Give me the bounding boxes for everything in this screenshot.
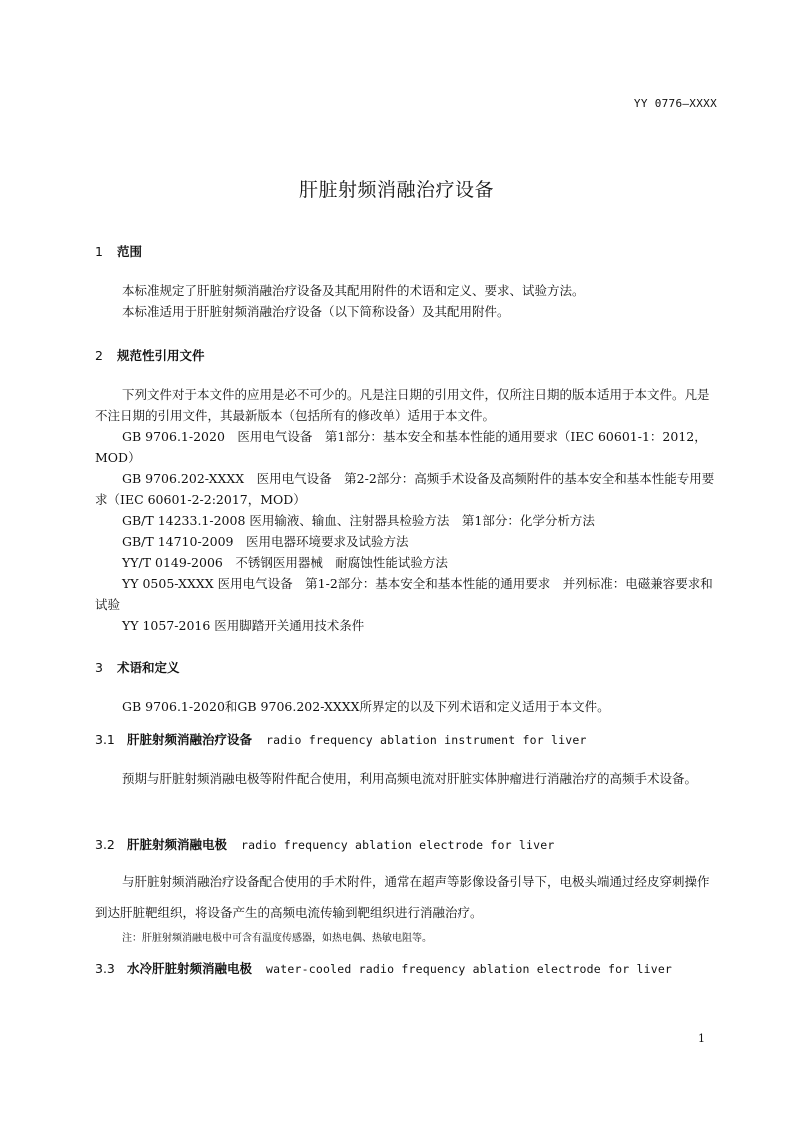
term-chinese: 肝脏射频消融治疗设备 [127, 732, 253, 747]
term-number: 3.1 [95, 732, 115, 747]
term-definition: 预期与肝脏射频消融电极等附件配合使用，利用高频电流对肝脏实体肿瘤进行消融治疗的高频手术设备。 [122, 771, 698, 786]
section-3-heading [95, 658, 180, 676]
term-definition: 与肝脏射频消融治疗设备配合使用的手术附件，通常在超声等影像设备引导下，电极头端通过经皮穿刺操作到达肝脏靶组织，将设备产生的高频电流传输到靶组织进行消融治疗。 [95, 874, 710, 920]
section-number: 1 [95, 244, 103, 259]
section-title: 规范性引用文件 [117, 348, 205, 363]
page-number: 1 [698, 1032, 705, 1045]
normative-reference: GB/T 14233.1-2008 医用输液、输血、注射器具检验方法 第1部分：化学分析方法 [122, 513, 595, 528]
term-heading [95, 959, 672, 977]
document-title: 肝脏射频消融治疗设备 [298, 179, 494, 201]
section-1-heading [95, 242, 142, 260]
term-number: 3.3 [95, 961, 115, 976]
normative-reference: YY/T 0149-2006 不锈钢医用器械 耐腐蚀性能试验方法 [122, 555, 448, 570]
section-number: 2 [95, 348, 103, 363]
normative-reference: GB 9706.202-XXXX 医用电气设备 第2-2部分：高频手术设备及高频附件的基本安全和基本性能专用要求（IEC 60601-2-2:2017，MOD） [95, 471, 715, 507]
term-chinese: 肝脏射频消融电极 [127, 837, 228, 852]
term-note: 注：肝脏射频消融电极中可含有温度传感器，如热电偶、热敏电阻等。 [122, 933, 432, 944]
normative-reference: GB/T 14710-2009 医用电器环境要求及试验方法 [122, 534, 409, 549]
normative-reference: YY 0505-XXXX 医用电气设备 第1-2部分：基本安全和基本性能的通用要求 并列标准：电磁兼容要求和试验 [95, 576, 713, 612]
section-number: 3 [95, 660, 103, 675]
standard-code: YY 0776—XXXX [633, 97, 717, 110]
term-number: 3.2 [95, 837, 115, 852]
term-heading [95, 730, 587, 748]
normative-reference: YY 1057-2016 医用脚踏开关通用技术条件 [122, 618, 365, 633]
paragraph: GB 9706.1-2020和GB 9706.202-XXXX所界定的以及下列术语和定义适用于本文件。 [122, 699, 610, 714]
paragraph: 本标准适用于肝脏射频消融治疗设备（以下简称设备）及其配用附件。 [122, 304, 510, 319]
section-title: 范围 [117, 244, 143, 259]
term-heading [95, 835, 554, 853]
section-title: 术语和定义 [117, 660, 180, 675]
term-english: radio frequency ablation electrode for liver [241, 838, 555, 852]
section-2-heading [95, 346, 205, 364]
paragraph: 下列文件对于本文件的应用是必不可少的。凡是注日期的引用文件，仅所注日期的版本适用于本文件。凡是不注日期的引用文件，其最新版本（包括所有的修改单）适用于本文件。 [95, 387, 710, 423]
term-english: radio frequency ablation instrument for liver [266, 733, 587, 747]
normative-reference: GB 9706.1-2020 医用电气设备 第1部分：基本安全和基本性能的通用要求（IEC 60601-1：2012，MOD） [95, 429, 707, 465]
term-english: water-cooled radio frequency ablation electrode for liver [266, 962, 673, 976]
term-chinese: 水冷肝脏射频消融电极 [127, 961, 253, 976]
paragraph: 本标准规定了肝脏射频消融治疗设备及其配用附件的术语和定义、要求、试验方法。 [122, 283, 585, 298]
